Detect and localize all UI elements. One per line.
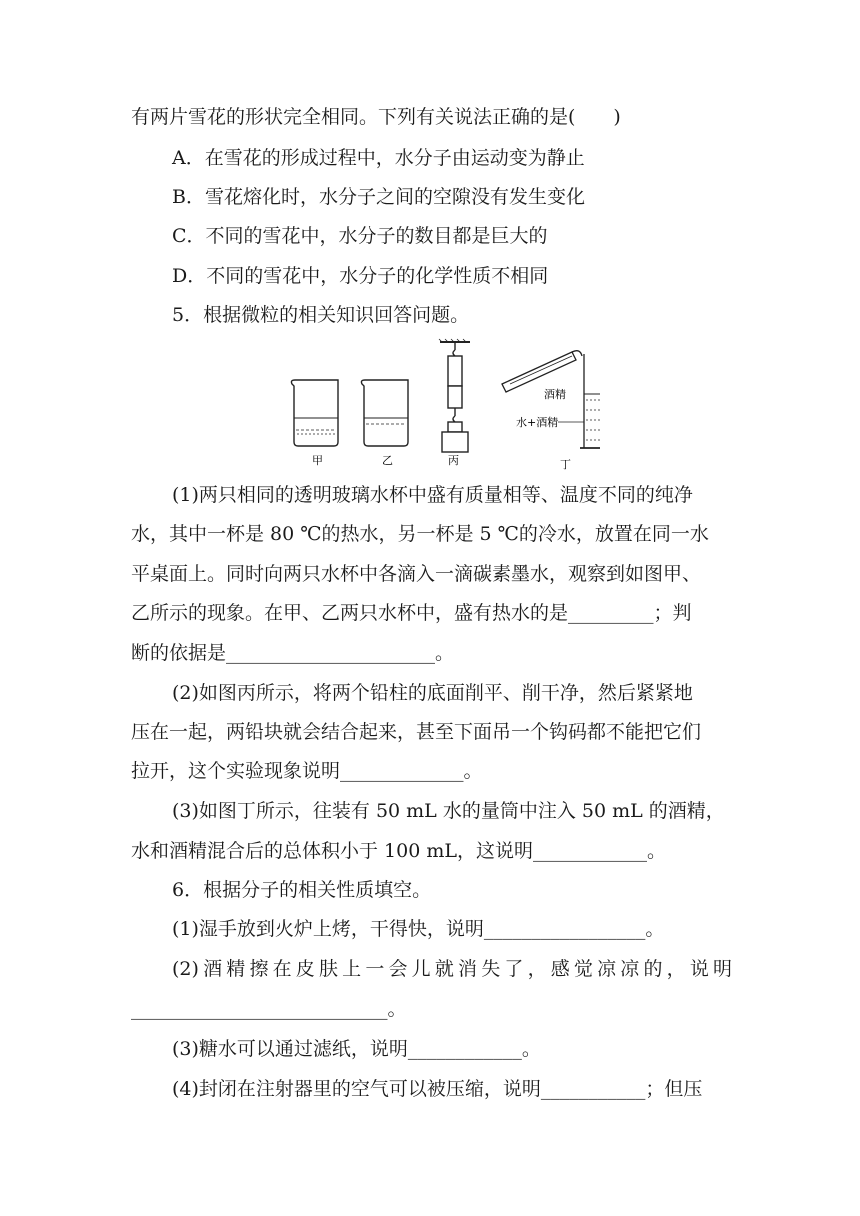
- label-alcohol: 酒精: [544, 388, 566, 401]
- q6-4: (4)封闭在注射器里的空气可以被压缩，说明___________；但压: [172, 1078, 703, 1100]
- q5-3-line1: (3)如图丁所示，往装有 50 mL 水的量筒中注入 50 mL 的酒精，: [172, 800, 725, 822]
- q5-1-line2: 水，其中一杯是 80 ℃的热水，另一杯是 5 ℃的冷水，放置在同一水: [131, 523, 709, 545]
- q5-2-line1: (2)如图丙所示，将两个铅柱的底面削平、削干净，然后紧紧地: [172, 682, 693, 704]
- q5-2-line2: 压在一起，两铅块就会结合起来，甚至下面吊一个钩码都不能把它们: [131, 721, 702, 743]
- q5-1-line4: 乙所示的现象。在甲、乙两只水杯中，盛有热水的是_________；判: [131, 602, 692, 624]
- q6-2-line1: (2)酒精擦在皮肤上一会儿就消失了，感觉凉凉的，说明: [172, 958, 732, 980]
- option-c: C．不同的雪花中，水分子的数目都是巨大的: [172, 225, 548, 247]
- q6-3: (3)糖水可以通过滤纸，说明____________。: [172, 1038, 541, 1060]
- experiment-figure: [280, 338, 600, 478]
- label-yi: 乙: [382, 454, 393, 467]
- question-6-title: 6．根据分子的相关性质填空。: [172, 879, 432, 901]
- label-jia: 甲: [312, 454, 323, 467]
- question-5-title: 5．根据微粒的相关知识回答问题。: [172, 304, 470, 326]
- beaker-yi: [361, 380, 408, 446]
- lead-cylinders-bing: [439, 339, 470, 452]
- beaker-jia: [291, 380, 338, 446]
- label-ding: 丁: [560, 458, 571, 471]
- experiment-figure-svg: [280, 338, 600, 478]
- label-water-alcohol: 水+酒精: [516, 416, 559, 429]
- option-b: B．雪花熔化时，水分子之间的空隙没有发生变化: [172, 186, 585, 208]
- q5-1-line5: 断的依据是______________________。: [131, 642, 455, 664]
- question-4-stem: 有两片雪花的形状完全相同。下列有关说法正确的是( ): [131, 106, 621, 128]
- q5-2-line3: 拉开，这个实验现象说明_____________。: [131, 760, 483, 782]
- q6-2-line2: ___________________________。: [131, 998, 407, 1020]
- option-a: A．在雪花的形成过程中，水分子由运动变为静止: [172, 147, 585, 169]
- option-d: D．不同的雪花中，水分子的化学性质不相同: [172, 265, 549, 287]
- q5-1-line1: (1)两只相同的透明玻璃水杯中盛有质量相等、温度不同的纯净: [172, 484, 693, 506]
- label-bing: 丙: [448, 454, 459, 467]
- q6-1: (1)湿手放到火炉上烤，干得快，说明_________________。: [172, 918, 665, 940]
- q5-1-line3: 平桌面上。同时向两只水杯中各滴入一滴碳素墨水，观察到如图甲、: [131, 563, 702, 585]
- q5-3-line2: 水和酒精混合后的总体积小于 100 mL，这说明____________。: [131, 840, 666, 862]
